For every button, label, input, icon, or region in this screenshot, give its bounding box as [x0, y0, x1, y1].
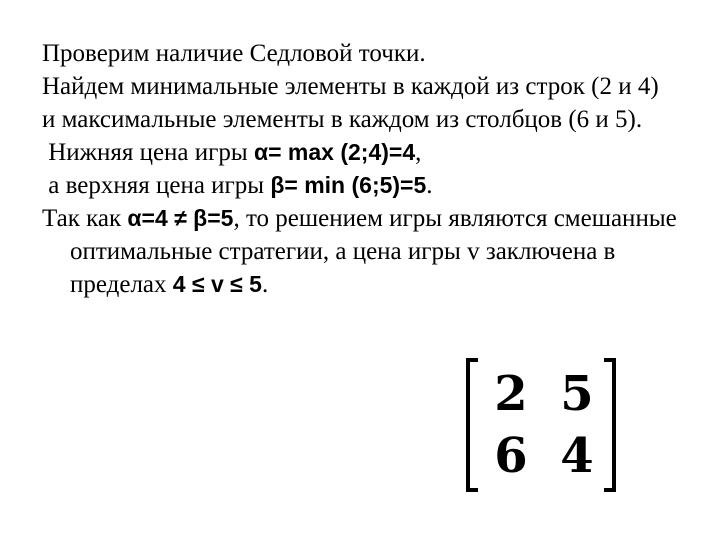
text-segment: , то решением игры являются смешанные оптимальные стратегии, а цена игры v заключена в пределах [70, 205, 677, 298]
line-column-maximums [42, 103, 702, 136]
inequality-formula: α=4 ≠ β=5 [127, 205, 234, 231]
text-segment: и максимальные элементы в каждом из столбцов (6 и 5). [42, 106, 643, 133]
line-upper-value [42, 169, 702, 202]
upper-value-formula: β= min (6;5)=5 [270, 172, 427, 198]
matrix-cell-r2c1: 6 [494, 428, 528, 484]
line-check-saddle-point [42, 37, 702, 70]
game-value-range: 4 ≤ v ≤ 5 [172, 271, 262, 297]
text-segment: , [415, 139, 422, 166]
line-lower-value [42, 136, 702, 169]
line-conclusion [42, 202, 702, 301]
text-segment: Так как [42, 205, 128, 232]
matrix-cell-r1c1: 2 [494, 366, 528, 422]
matrix-cell-r2c2: 4 [560, 428, 594, 484]
text-segment: . [261, 271, 269, 298]
line-row-minimums [42, 70, 702, 103]
text-segment: Найдем минимальные элементы в каждой из строк (2 и 4) [42, 73, 659, 100]
matrix-right-bracket [604, 358, 616, 492]
lower-value-formula: α= max (2;4)=4 [253, 139, 416, 165]
matrix-left-bracket [466, 358, 478, 492]
text-block [42, 37, 702, 301]
matrix-cell-r1c2: 5 [560, 366, 594, 422]
text-segment: а верхняя цена игры [42, 172, 271, 199]
payoff-matrix [466, 358, 616, 498]
text-segment: . [426, 172, 433, 199]
text-segment: Проверим наличие Седловой точки. [42, 40, 426, 67]
text-segment: Нижняя цена игры [42, 139, 254, 166]
